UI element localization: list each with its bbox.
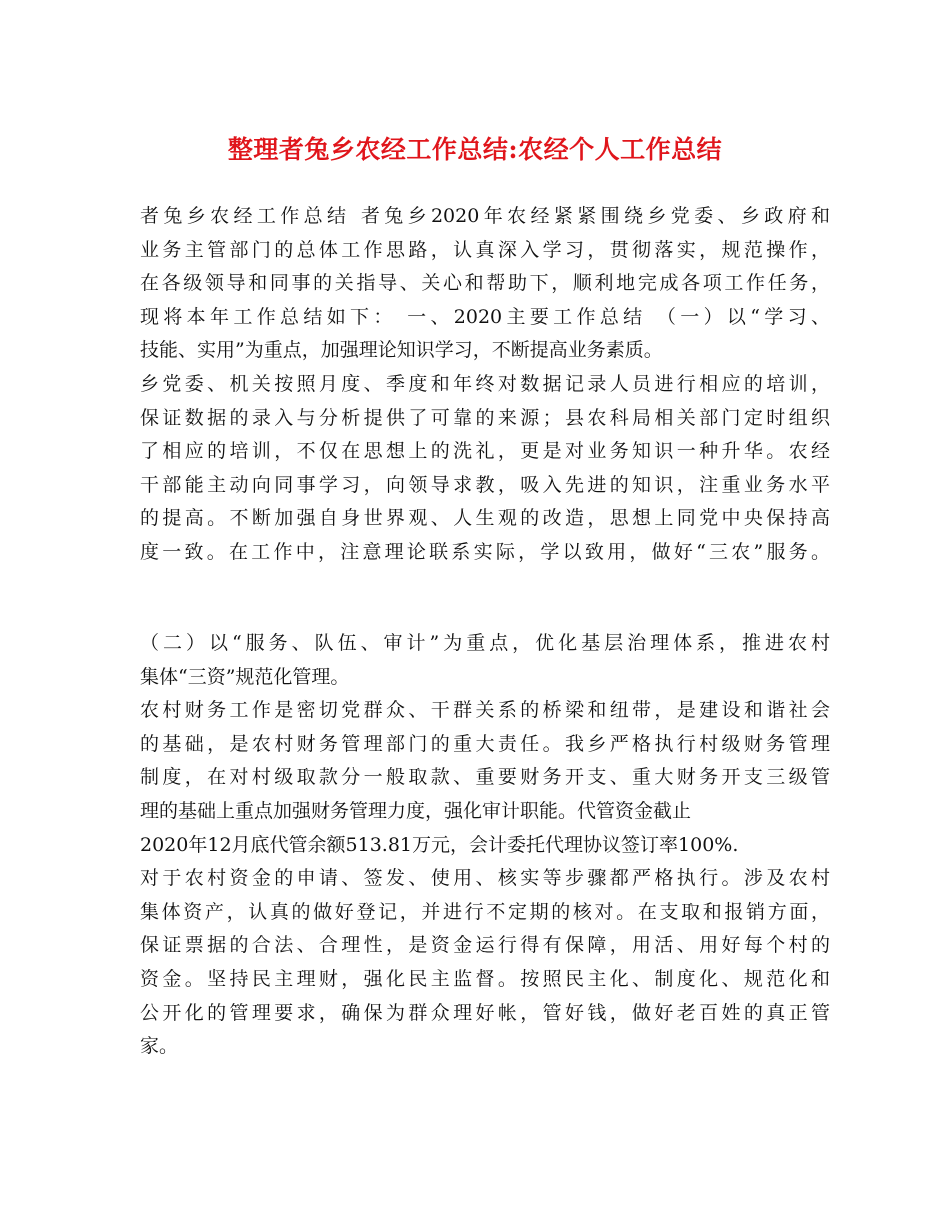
text-line: 制度，在对村级取款分一般取款、重要财务开支、重大财务开支三级管 — [140, 766, 830, 789]
text-line: 乡党委、机关按照月度、季度和年终对数据记录人员进行相应的培训， — [140, 372, 830, 395]
text-line: 保证票据的合法、合理性，是资金运行得有保障，用活、用好每个村的 — [140, 934, 830, 957]
text-line: 理的基础上重点加强财务管理力度，强化审计职能。代管资金截止 — [140, 799, 692, 822]
text-line: 者兔乡农经工作总结 者兔乡2020年农经紧紧围绕乡党委、乡政府和 — [140, 205, 830, 227]
text-line: 集体“三资”规范化管理。 — [140, 665, 350, 688]
text-line: 业务主管部门的总体工作思路，认真深入学习，贯彻落实，规范操作， — [140, 238, 830, 261]
text-line: 农村财务工作是密切党群众、干群关系的桥梁和纽带，是建设和谐社会 — [140, 699, 830, 722]
text-line: 了相应的培训，不仅在思想上的洗礼，更是对业务知识一种升华。农经 — [140, 440, 830, 463]
text-line: 公开化的管理要求，确保为群众理好帐，管好钱，做好老百姓的真正管 — [140, 1001, 830, 1024]
text-line: （二）以“服务、队伍、审计”为重点，优化基层治理体系，推进农村 — [140, 632, 830, 654]
text-line: 保证数据的录入与分析提供了可靠的来源；县农科局相关部门定时组织 — [140, 406, 830, 429]
text-line: 现将本年工作总结如下： 一、2020主要工作总结 （一）以“学习、 — [140, 305, 830, 328]
document-title: 整理者兔乡农经工作总结:农经个人工作总结 — [227, 135, 723, 164]
text-line: 干部能主动向同事学习，向领导求教，吸入先进的知识，注重业务水平 — [140, 473, 830, 496]
body-paragraph-2 — [140, 627, 830, 1064]
text-line: 度一致。在工作中，注意理论联系实际，学以致用，做好“三农”服务。 — [140, 540, 830, 563]
text-line: 2020年12月底代管余额513.81万元，会计委托代理协议签订率100%. — [140, 833, 739, 856]
text-line: 在各级领导和同事的关指导、关心和帮助下，顺利地完成各项工作任务， — [140, 272, 830, 295]
text-line: 对于农村资金的申请、签发、使用、核实等步骤都严格执行。涉及农村 — [140, 867, 830, 890]
body-paragraph-1 — [140, 200, 830, 570]
text-line: 的基础，是农村财务管理部门的重大责任。我乡严格执行村级财务管理 — [140, 732, 830, 755]
text-line: 家。 — [140, 1035, 179, 1058]
text-line: 的提高。不断加强自身世界观、人生观的改造，思想上同党中央保持高 — [140, 507, 830, 530]
text-line: 技能、实用”为重点，加强理论知识学习，不断提高业务素质。 — [140, 339, 663, 362]
text-line: 资金。坚持民主理财，强化民主监督。按照民主化、制度化、规范化和 — [140, 967, 830, 990]
text-line: 集体资产，认真的做好登记，并进行不定期的核对。在支取和报销方面， — [140, 900, 830, 923]
